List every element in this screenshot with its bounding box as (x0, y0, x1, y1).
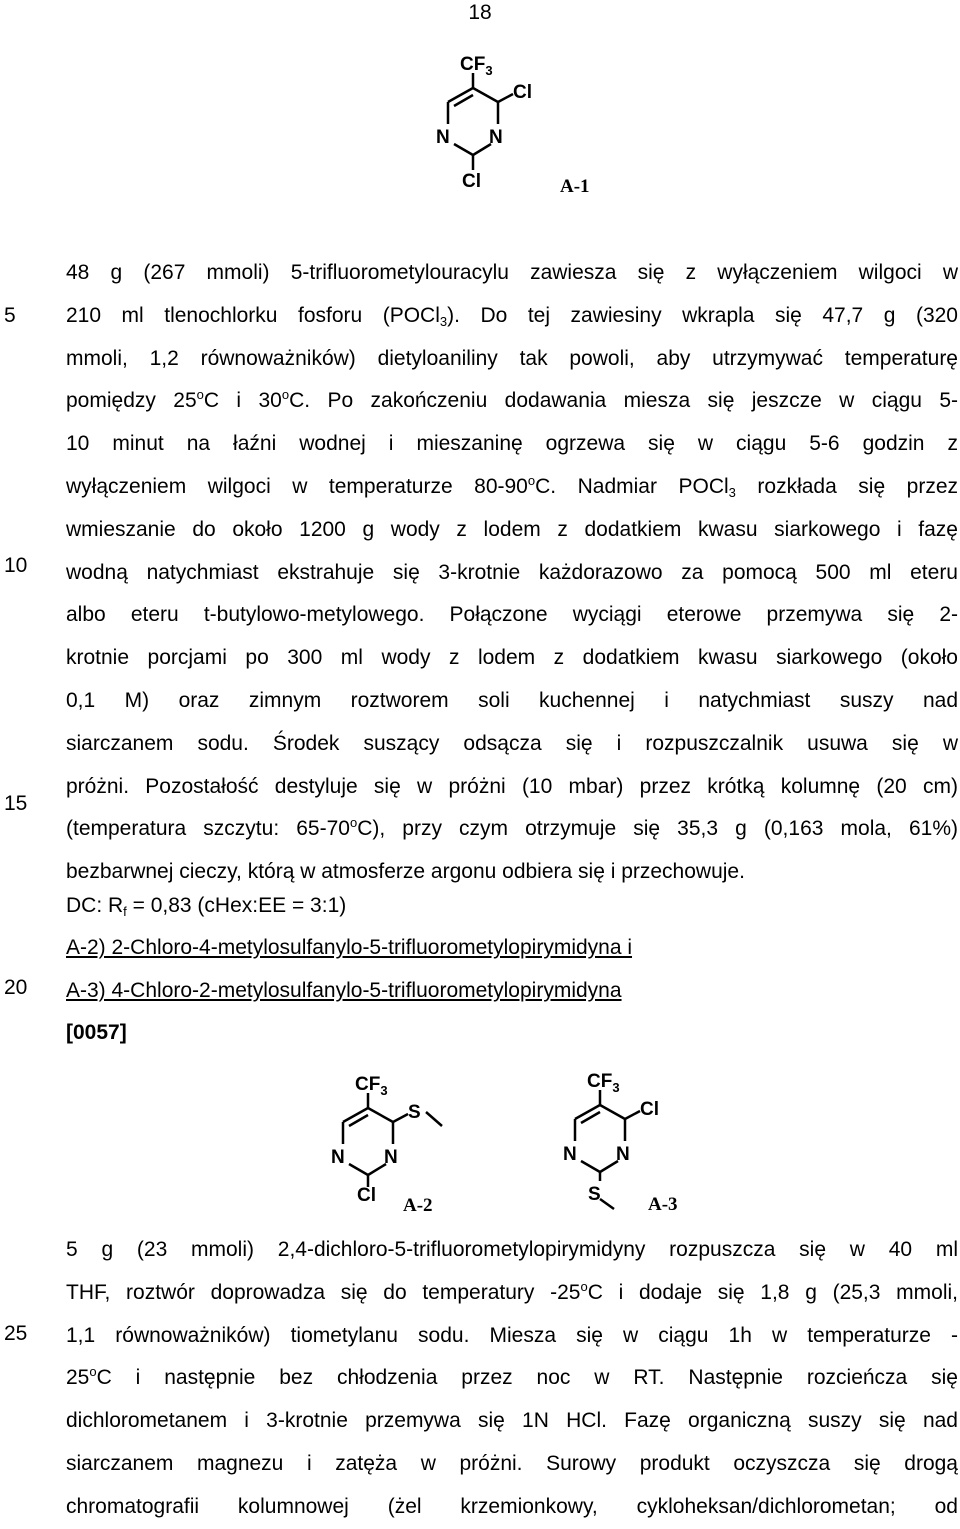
cf3-label: $CF_3$ (355, 1074, 388, 1098)
section-heading: A-2) 2-Chloro-4-metylosulfanylo-5-trifluorometylopirymidyna i (66, 936, 633, 959)
text-line: (temperatura szczytu: 65-70$^o$C), przy czym otrzymuje się 35,3 g (0,163 mola, 61%) (66, 815, 958, 841)
text-line: 48 g (267 mmoli) 5-trifluorometylouracylu zawiesza się z wyłączeniem wilgoci w (66, 261, 958, 284)
compound-label: A-2 (403, 1195, 433, 1216)
sulfur-label: S (408, 1102, 421, 1123)
line-number-25: 25 (4, 1322, 28, 1345)
text-line: dichlorometanem i 3-krotnie przemywa się 1N HCl. Fazę organiczną suszy się nad (66, 1409, 958, 1433)
nitrogen-label: N (563, 1144, 577, 1165)
text-line: krotnie porcjami po 300 ml wody z lodem z dodatkiem kwasu siarkowego (około (66, 646, 958, 670)
line-number-10: 10 (4, 554, 28, 577)
text-line: albo eteru t-butylowo-metylowego. Połączone wyciągi eterowe przemywa się 2- (66, 603, 958, 627)
nitrogen-label: N (384, 1147, 398, 1168)
nitrogen-label: N (616, 1144, 630, 1165)
structure-a2 (300, 1060, 480, 1220)
paragraph-reference: [0057] (66, 1021, 127, 1044)
chlorine-label: Cl (640, 1099, 659, 1120)
paragraph-2 (66, 1229, 958, 1529)
line-number-20: 20 (4, 976, 28, 999)
text-line: pomiędzy 25$^o$C i 30$^o$C. Po zakończeniu dodawania miesza się jeszcze w ciągu 5- (66, 387, 958, 413)
paragraph-1 (66, 252, 958, 894)
text-line: próżni. Pozostałość destyluje się w próżni (10 mbar) przez krótką kolumnę (20 cm) (66, 774, 958, 798)
cf3-label: $CF_3$ (587, 1071, 620, 1095)
cf3-label: $CF_3$ (460, 54, 493, 78)
text-line: 10 minut na łaźni wodnej i mieszaninę ogrzewa się w ciągu 5-6 godzin z (66, 432, 958, 456)
structure-a3 (530, 1057, 710, 1222)
compound-label: A-1 (560, 176, 590, 197)
chlorine-label: Cl (513, 82, 532, 103)
line-number-15: 15 (4, 792, 28, 815)
structure-a1 (400, 40, 620, 215)
text-line: wyłączeniem wilgoci w temperaturze 80-90$^o$C. Nadmiar POCl$_3$ rozkłada się przez (66, 472, 959, 500)
nitrogen-label: N (331, 1147, 345, 1168)
page-number: 18 (468, 1, 492, 24)
text-line: chromatografii kolumnowej (żel krzemionkowy, cykloheksan/dichlorometan; od (66, 1494, 958, 1518)
text-line: wodną natychmiast ekstrahuje się 3-krotnie każdorazowo za pomocą 500 ml eteru (66, 560, 958, 584)
text-line: mmoli, 1,2 równoważników) dietyloaniliny tak powoli, aby utrzymywać temperaturę (66, 346, 958, 370)
text-line: wmieszanie do około 1200 g wody z lodem z dodatkiem kwasu siarkowego i fazę (66, 517, 958, 541)
text-line: 210 ml tlenochlorku fosforu (POCl$_3$). Do tej zawiesiny wkrapla się 47,7 g (320 (66, 303, 958, 329)
sulfur-label: S (588, 1184, 601, 1205)
text-line: 25$^o$C i następnie bez chłodzenia przez noc w RT. Następnie rozcieńcza się (66, 1364, 958, 1390)
text-line: 1,1 równoważników) tiometylanu sodu. Miesza się w ciągu 1h w temperaturze - (66, 1323, 958, 1347)
nitrogen-label: N (436, 127, 450, 148)
text-line: THF, roztwór doprowadza się do temperatury -25$^o$C i dodaje się 1,8 g (25,3 mmoli, (66, 1278, 958, 1304)
section-heading: A-3) 4-Chloro-2-metylosulfanylo-5-trifluorometylopirymidyna (66, 979, 622, 1002)
text-line: siarczanem sodu. Środek suszący odsącza się i rozpuszczalnik usuwa się w (66, 731, 958, 755)
text-line: siarczanem magnezu i zatęża w próżni. Surowy produkt oczyszcza się drogą (66, 1451, 958, 1475)
nitrogen-label: N (489, 127, 503, 148)
chlorine-label: Cl (357, 1185, 376, 1206)
text-line: bezbarwnej cieczy, którą w atmosferze argonu odbiera się i przechowuje. (66, 860, 745, 884)
chlorine-label: Cl (462, 171, 481, 192)
dc-rf-value: DC: $R_f = 0,83$ (cHex:EE = 3:1) (66, 894, 347, 919)
text-line: 0,1 M) oraz zimnym roztworem soli kuchennej i natychmiast suszy nad (66, 688, 958, 712)
line-number-5: 5 (4, 304, 16, 327)
compound-label: A-3 (648, 1194, 678, 1215)
text-line: 5 g (23 mmoli) 2,4-dichloro-5-trifluorometylopirymidyny rozpuszcza się w 40 ml (66, 1238, 958, 1261)
